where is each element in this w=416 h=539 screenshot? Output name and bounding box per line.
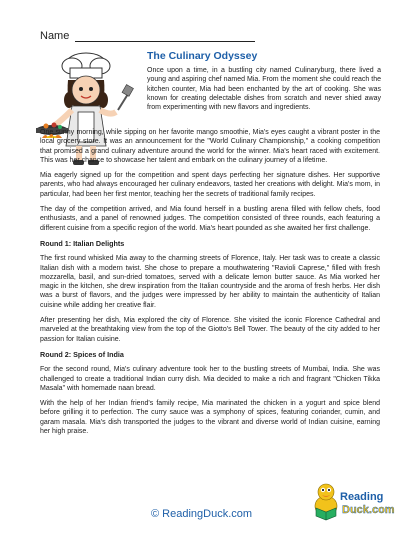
logo-text-line2: Duck.com: [342, 504, 395, 516]
story-paragraph: Mia eagerly signed up for the competition and spent days perfecting her signature dishes. Her supportive parents, who had always encouraged her culinary endeavors, tasted her creations with delight. Mia's mom, in particular, had been her first mentor, teaching her the secrets of traditional family recipes.: [40, 172, 380, 198]
story-paragraph: The day of the competition arrived, and Mia found herself in a bustling arena filled with fellow chefs, food enthusiasts, and a panel of renowned judges. The competition consisted of three rounds, each featuring a different cuisine from a specific region of the world. Mia's heart pounded as she awaited her first challenge.: [40, 206, 380, 232]
round1-paragraph: The first round whisked Mia away to the charming streets of Florence, Italy. Her task was to create a classic Italian dish with a modern twist. She chose to prepare a mouthwatering "Ravioli Caprese," filled with fresh mozzarella, basil, and sun-dried tomatoes, served with a delicate lemon butter sauce. As Mia worked her magic in the kitchen, she drew inspiration from the Italian countryside and the aroma of fresh herbs. Her dish was a burst of flavors, and the judges were impressed by her ability to maintain the authenticity of Italian cuisine while adding her creative flair.: [40, 255, 380, 309]
story-title: The Culinary Odyssey: [147, 50, 258, 62]
round1-paragraph: After presenting her dish, Mia explored the city of Florence. She visited the iconic Florence Cathedral and marveled at the breathtaking view from the top of the Giotto's Bell Tower. The beauty of the city added to her passion for Italian cuisine.: [40, 317, 380, 343]
intro-paragraph: Once upon a time, in a bustling city named Culinaryburg, there lived a young and aspiring chef named Mia. From the moment she could reach the kitchen counter, Mia had been enchanted by the art of cooking. She was known for creating delectable dishes from scratch and never shied away from experimenting with new flavors and ingredients.: [147, 67, 381, 112]
name-field[interactable]: [40, 30, 255, 42]
logo-text-line1: Reading: [340, 491, 384, 503]
round2-paragraph: With the help of her Indian friend's family recipe, Mia marinated the chicken in a yogurt and spice blend before grilling it to perfection. The curry sauce was a symphony of spices, featuring coriander, cumin, and garam masala. Mia's dish transported the judges to the vibrant and diverse world of Indian cuisine, earning her high praise.: [40, 400, 380, 436]
name-underline[interactable]: [75, 31, 255, 42]
round2-paragraph: For the second round, Mia's culinary adventure took her to the bustling streets of Mumbai, India. She was challenged to create a traditional Indian curry dish. Mia decided to make a rich and fragrant "Chicken Tikka Masala" with homemade naan bread.: [40, 366, 380, 392]
story-paragraph: One sunny morning, while sipping on her favorite mango smoothie, Mia's eyes caught a vibrant poster in the local grocery store. It was an announcement for the "World Culinary Championship," a cooking competition that promised a grand culinary adventure around the world for the winner. Mia's heart raced with excitement. This was her chance to showcase her talent and embark on the culinary journey of a lifetime.: [40, 129, 380, 164]
round1-heading: Round 1: Italian Delights: [40, 238, 125, 248]
name-label: Name: [40, 30, 70, 42]
footer-readingduck-link[interactable]: © ReadingDuck.com: [151, 508, 253, 520]
story-body: [40, 128, 380, 442]
round2-heading: Round 2: Spices of India: [40, 349, 124, 359]
reading-duck-logo: [312, 470, 395, 528]
